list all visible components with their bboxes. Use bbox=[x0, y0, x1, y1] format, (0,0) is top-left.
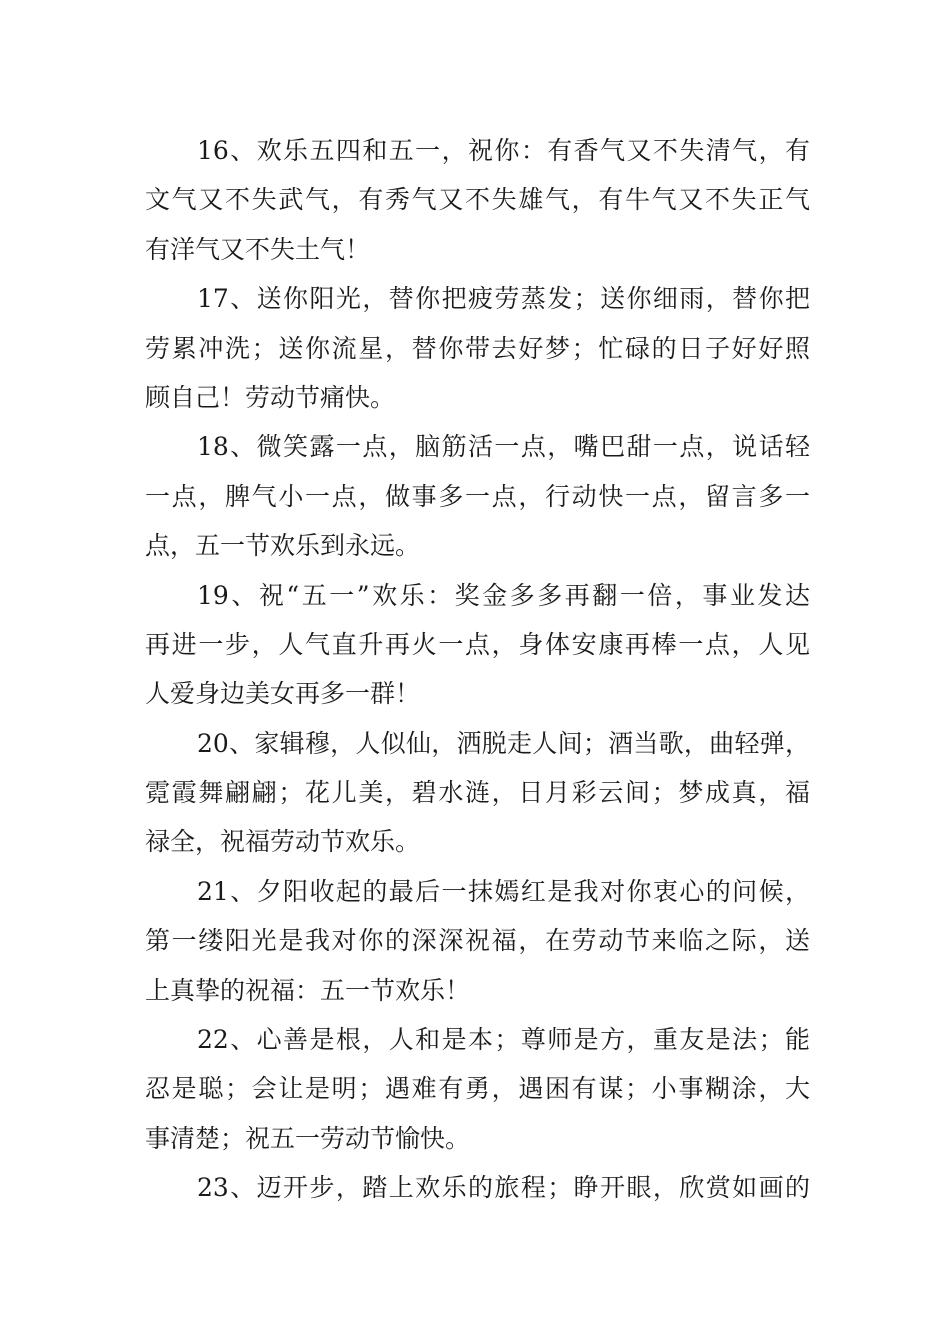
paragraph-20 bbox=[145, 719, 810, 867]
paragraph-16 bbox=[145, 126, 810, 274]
paragraph-line: 18、微笑露一点，脑筋活一点，嘴巴甜一点，说话轻 bbox=[197, 432, 810, 462]
paragraph-line: 顾自己！劳动节痛快。 bbox=[145, 382, 396, 412]
paragraph-21 bbox=[145, 867, 810, 1015]
paragraph-23 bbox=[145, 1163, 810, 1212]
paragraph-line: 一点，脾气小一点，做事多一点，行动快一点，留言多一 bbox=[145, 481, 810, 511]
paragraph-line: 人爱身边美女再多一群！ bbox=[145, 679, 421, 709]
paragraph-line: 禄全，祝福劳动节欢乐。 bbox=[145, 827, 421, 857]
paragraph-line: 劳累冲洗；送你流星，替你带去好梦；忙碌的日子好好照 bbox=[145, 333, 810, 363]
paragraph-line: 霓霞舞翩翩；花儿美，碧水涟，日月彩云间；梦成真，福 bbox=[145, 778, 810, 808]
paragraph-line: 23、迈开步，踏上欢乐的旅程；睁开眼，欣赏如画的 bbox=[197, 1173, 810, 1203]
paragraph-line: 21、夕阳收起的最后一抹嫣红是我对你衷心的问候， bbox=[197, 876, 810, 906]
paragraph-line: 16、欢乐五四和五一，祝你：有香气又不失清气，有 bbox=[197, 136, 810, 165]
paragraph-line: 点，五一节欢乐到永远。 bbox=[145, 531, 421, 561]
paragraph-17 bbox=[145, 274, 810, 422]
paragraph-line: 再进一步，人气直升再火一点，身体安康再棒一点，人见 bbox=[145, 629, 810, 659]
paragraph-line: 19、祝“五一”欢乐：奖金多多再翻一倍，事业发达 bbox=[197, 580, 810, 610]
paragraph-line: 17、送你阳光，替你把疲劳蒸发；送你细雨，替你把 bbox=[197, 284, 810, 314]
paragraph-22 bbox=[145, 1015, 810, 1163]
paragraph-19 bbox=[145, 571, 810, 719]
paragraph-line: 忍是聪；会让是明；遇难有勇，遇困有谋；小事糊涂，大 bbox=[145, 1074, 810, 1104]
paragraph-line: 事清楚；祝五一劳动节愉快。 bbox=[145, 1123, 471, 1153]
paragraph-line: 上真挚的祝福：五一节欢乐！ bbox=[145, 975, 471, 1005]
document-body bbox=[145, 126, 810, 1213]
paragraph-line: 文气又不失武气，有秀气又不失雄气，有牛气又不失正气 bbox=[145, 185, 810, 215]
paragraph-line: 22、心善是根，人和是本；尊师是方，重友是法；能 bbox=[197, 1025, 810, 1055]
paragraph-line: 第一缕阳光是我对你的深深祝福，在劳动节来临之际，送 bbox=[145, 926, 810, 956]
paragraph-line: 20、家辑穆，人似仙，洒脱走人间；酒当歌，曲轻弹， bbox=[197, 728, 810, 758]
paragraph-18 bbox=[145, 422, 810, 570]
paragraph-line: 有洋气又不失土气！ bbox=[145, 234, 371, 264]
